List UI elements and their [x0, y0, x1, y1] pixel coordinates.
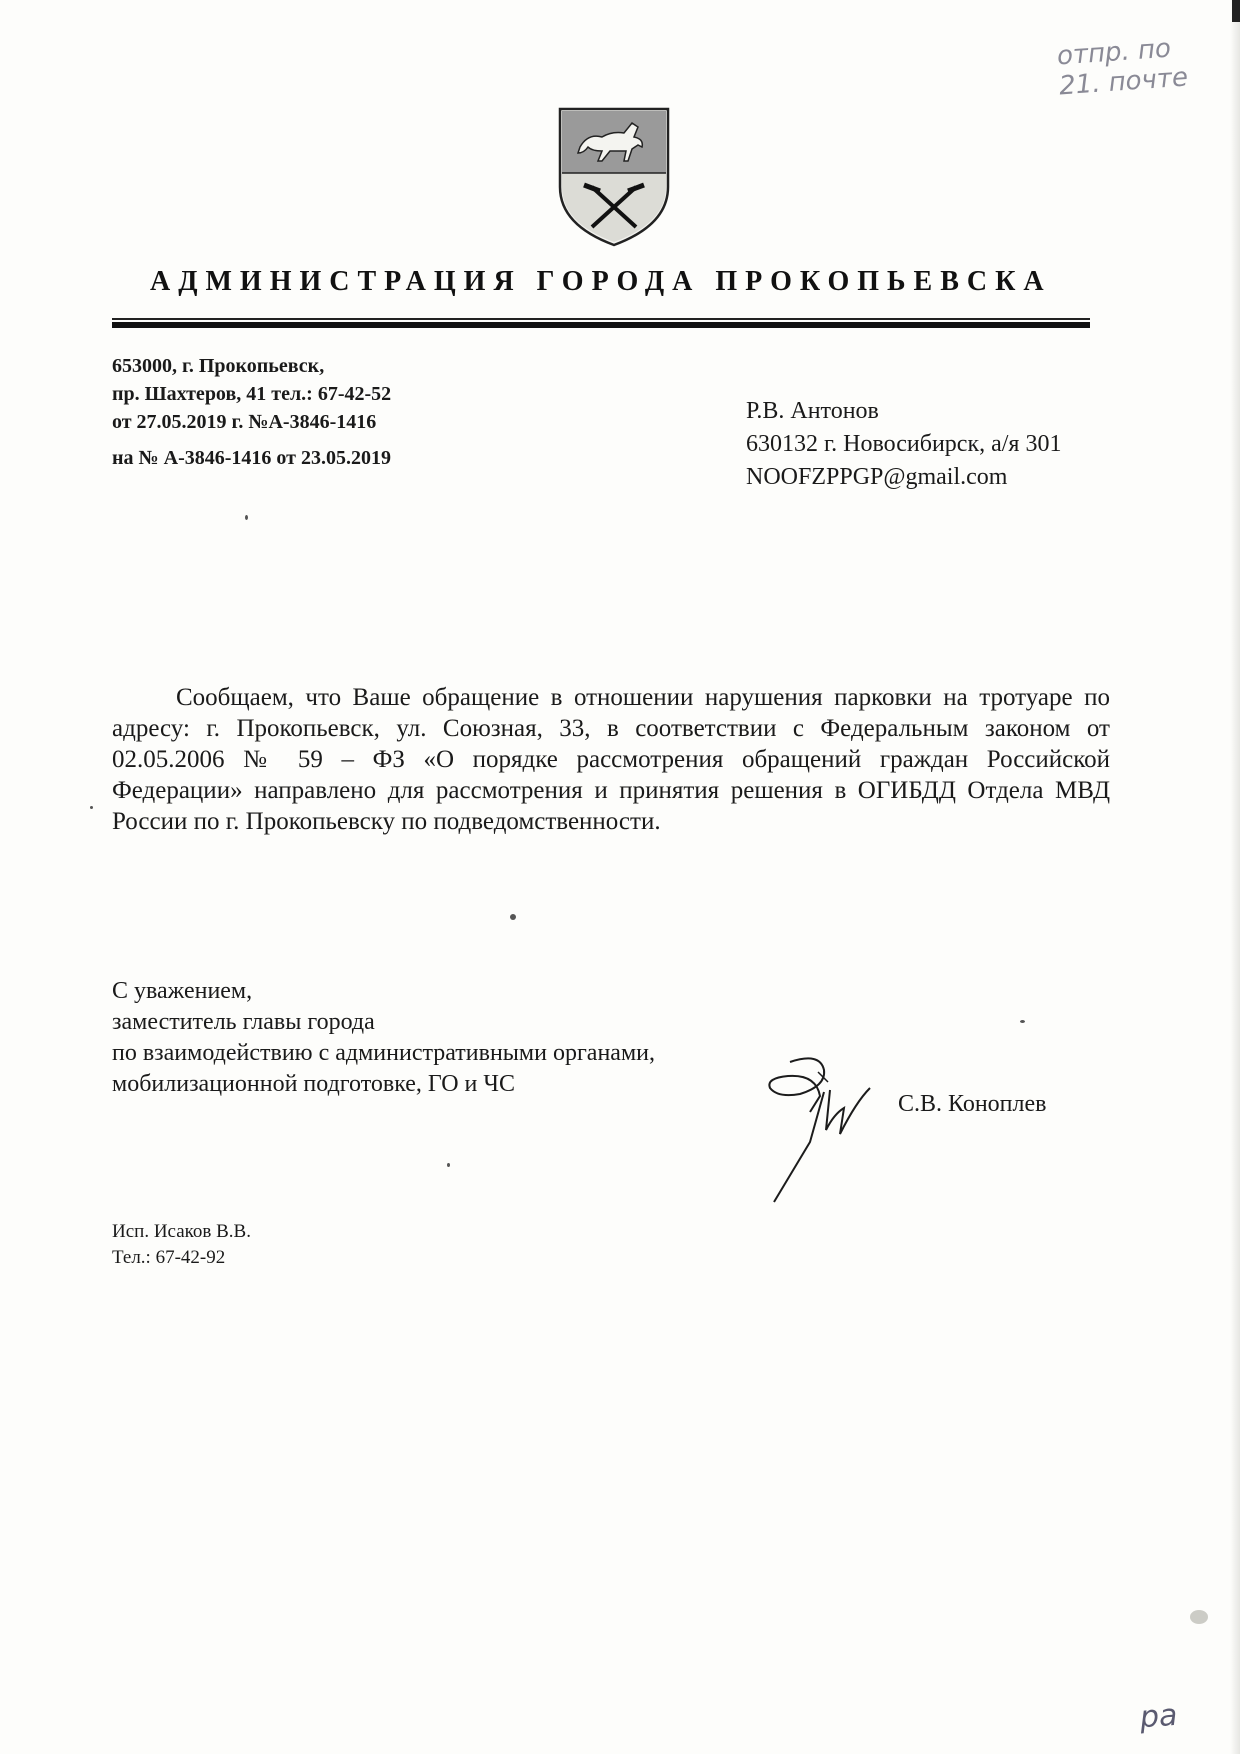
signer-position-2: по взаимодействию с административными органами, — [112, 1040, 655, 1066]
handwritten-signature-icon — [760, 1052, 890, 1212]
recipient-address: 630132 г. Новосибирск, а/я 301 — [746, 431, 1062, 457]
sender-street-phone: пр. Шахтеров, 41 тел.: 67-42-52 — [112, 383, 392, 405]
recipient-block — [746, 395, 1061, 494]
handwritten-note-line-2: 21. почте — [1058, 62, 1189, 102]
scan-smudge — [1190, 1610, 1208, 1624]
header-divider-thin — [112, 318, 1090, 320]
handwritten-note-line-1: отпр. по — [1056, 33, 1172, 72]
closing-salutation: С уважением, — [112, 978, 253, 1004]
letter-body: Сообщаем, что Ваше обращение в отношении нарушения парковки на тротуаре по адресу: г. Прокопьевск, ул. Союзная, 33, в соответствии с Федеральным законом от 02.05.2006 № 59 – ФЗ «О порядке рассмотрения обращений граждан Российской Федерации» направлено для рассмотрения и принятия решения в ОГИБДД Отдела МВД России по г. Прокопьевску по подведомственности. — [112, 684, 1110, 835]
outgoing-reference: от 27.05.2019 г. №А-3846-1416 — [112, 411, 377, 433]
scan-edge-mark — [1232, 0, 1240, 22]
recipient-email: NOOFZPPGP@gmail.com — [746, 464, 1008, 490]
organization-title: АДМИНИСТРАЦИЯ ГОРОДА ПРОКОПЬЕВСКА — [150, 266, 1052, 297]
executor-block — [112, 1219, 251, 1271]
scan-speck — [447, 1163, 450, 1167]
scan-speck — [245, 515, 248, 520]
handwritten-note — [1056, 34, 1189, 103]
scan-speck — [90, 806, 93, 809]
city-coat-of-arms-icon — [558, 107, 670, 247]
header-divider-thick — [112, 322, 1090, 328]
signer-position-1: заместитель главы города — [112, 1009, 375, 1035]
signer-name: С.В. Коноплев — [898, 1091, 1047, 1117]
sender-block — [112, 352, 391, 472]
recipient-name: Р.В. Антонов — [746, 398, 879, 424]
sender-address-line: 653000, г. Прокопьевск, — [112, 355, 325, 377]
reply-reference: на № А-3846-1416 от 23.05.2019 — [112, 447, 391, 469]
executor-phone: Тел.: 67-42-92 — [112, 1247, 226, 1268]
signer-position-3: мобилизационной подготовке, ГО и ЧС — [112, 1071, 515, 1097]
scan-edge — [1230, 0, 1240, 1754]
scan-speck — [510, 914, 516, 920]
closing-block — [112, 976, 655, 1100]
scan-speck — [1020, 1020, 1025, 1023]
executor-name: Исп. Исаков В.В. — [112, 1221, 251, 1242]
handwritten-mark: ра — [1138, 1697, 1179, 1736]
